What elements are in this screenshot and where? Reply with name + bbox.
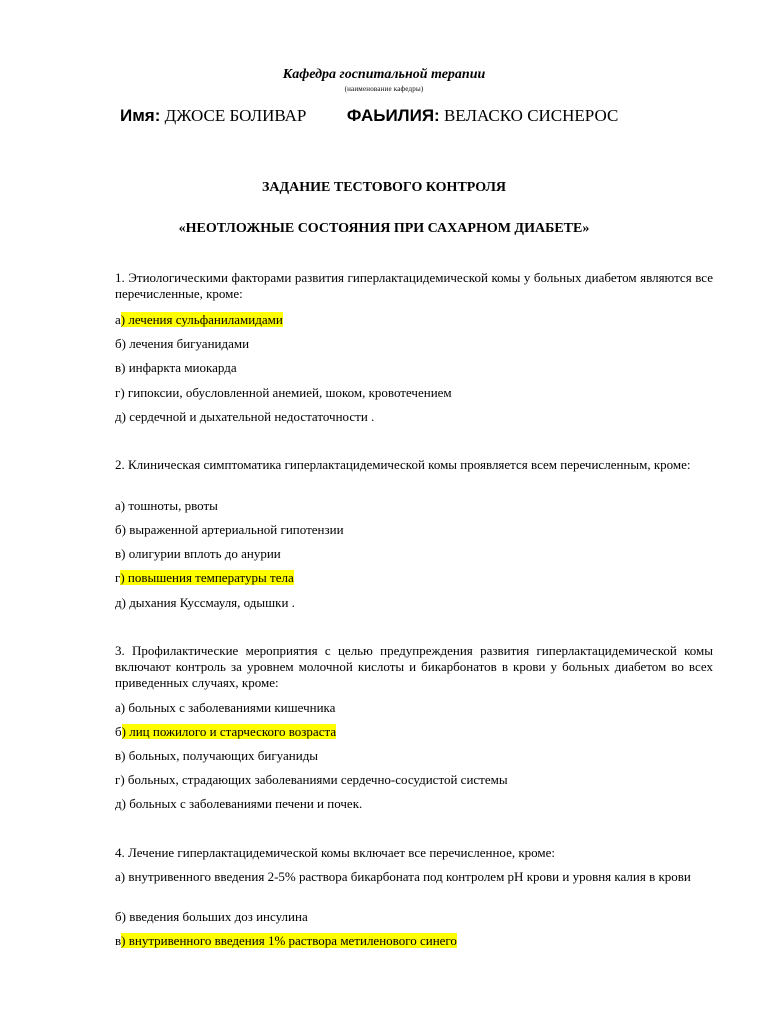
question-4-option-a: а) внутривенного введения 2-5% раствора бикарбоната под контролем pH крови и уровня калия в крови	[115, 869, 691, 884]
question-3-option-c: в) больных, получающих бигуаниды	[115, 748, 319, 763]
question-3-option-d: г) больных, страдающих заболеваниями сердечно-сосудистой системы	[115, 772, 508, 787]
question-1-option-a	[115, 312, 283, 328]
question-2-option-d	[115, 570, 294, 586]
question-2-option-a: а) тошноты, рвоты	[115, 498, 218, 513]
highlighted-answer: ) повышения температуры тела	[120, 570, 294, 585]
option-letter: г	[115, 570, 121, 585]
question-4-text: 4. Лечение гиперлактацидемической комы включает все перечисленное, кроме:	[115, 845, 556, 860]
question-4-option-c	[115, 933, 457, 949]
option-letter: а	[115, 312, 121, 327]
question-2-text: 2. Клиническая симптоматика гиперлактацидемической комы проявляется всем перечисленным, кроме:	[115, 457, 691, 472]
option-letter: в	[115, 933, 122, 948]
question-1-option-d: г) гипоксии, обусловленной анемией, шоком, кровотечением	[115, 385, 452, 400]
question-3-option-a: а) больных с заболеваниями кишечника	[115, 700, 336, 715]
question-2-option-b: б) выраженной артериальной гипотензии	[115, 522, 344, 537]
question-1-option-e: д) сердечной и дыхательной недостаточности .	[115, 409, 375, 424]
question-1-text: 1. Этиологическими факторами развития гиперлактацидемической комы у больных диабетом являются все перечисленные, кроме:	[115, 270, 713, 301]
question-2-option-c: в) олигурии вплоть до анурии	[115, 546, 281, 561]
first-name-value: ДЖОСЕ БОЛИВАР	[164, 106, 307, 125]
question-3-option-e: д) больных с заболеваниями печени и почек.	[115, 796, 363, 811]
topic-title: «НЕОТЛОЖНЫЕ СОСТОЯНИЯ ПРИ САХАРНОМ ДИАБЕТЕ»	[178, 221, 590, 236]
last-name-value: ВЕЛАСКО СИСНЕРОС	[443, 106, 619, 125]
last-name-label: ФАЬИЛИЯ:	[346, 106, 440, 125]
student-name-line	[120, 106, 618, 126]
question-3-text: 3. Профилактические мероприятия с целью предупреждения развития гиперлактацидемической комы включают контроль за уровнем молочной кислоты и бикарбонатов в крови у больных диабетом во всех приведенных случаях, кроме:	[115, 643, 713, 690]
department-title: Кафедра госпитальной терапии	[282, 67, 486, 82]
option-letter: б	[115, 724, 122, 739]
highlighted-answer: ) лиц пожилого и старческого возраста	[121, 724, 337, 739]
question-4-option-b: б) введения больших доз инсулина	[115, 909, 308, 924]
highlighted-answer: ) внутривенного введения 1% раствора метиленового синего	[121, 933, 457, 948]
first-name-label: Имя:	[120, 106, 161, 125]
question-1-option-b: б) лечения бигуанидами	[115, 336, 250, 351]
department-caption: (наименование кафедры)	[344, 85, 424, 93]
question-1-option-c: в) инфаркта миокарда	[115, 360, 237, 375]
question-3-option-b	[115, 724, 336, 740]
task-title: ЗАДАНИЕ ТЕСТОВОГО КОНТРОЛЯ	[262, 180, 506, 195]
highlighted-answer: ) лечения сульфаниламидами	[120, 312, 283, 327]
question-2-option-e: д) дыхания Куссмауля, одышки .	[115, 595, 295, 610]
